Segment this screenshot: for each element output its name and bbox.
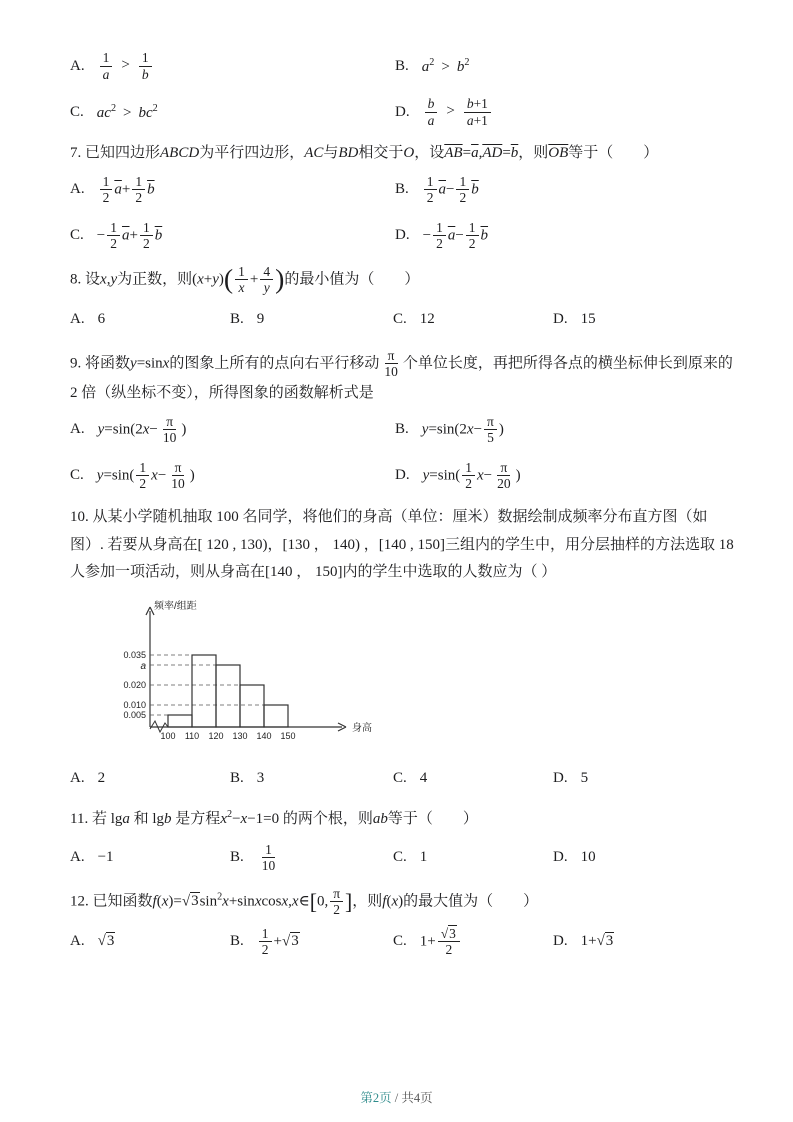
option-letter: D.	[553, 311, 568, 328]
option-letter: D.	[553, 769, 568, 786]
option-letter: D.	[553, 849, 568, 866]
q12-option-c	[393, 926, 553, 958]
option-math: y=sin(2x− $\frac{\pi}{5}$ )	[421, 413, 504, 446]
q11-option-c	[393, 842, 553, 874]
bar-110-120	[192, 655, 216, 727]
option-math: y=sin( $\frac{1}{2}$ x− $\frac{\pi}{20}$ )	[422, 459, 521, 492]
q11-option-a	[70, 842, 230, 874]
option-math: 3	[256, 769, 265, 786]
q6-option-d	[395, 96, 741, 128]
question-stem: 12. 已知函数$f(x)=√3\sin^2x+sinxcosx,x\in[0$, $\frac{\pi}{2}$ ]，则f(x)的最大值为（ ）	[70, 885, 539, 918]
option-letter: C.	[393, 933, 407, 950]
option-math: $ac^2 > bc^2$	[96, 102, 158, 121]
question-stem: 11. 若 lga 和 lgb 是方程$x^2-x-1=0$ 的两个根，则ab等于（ ）	[70, 809, 478, 827]
option-math: − $\frac{1}{2}$ $\overline{a}-$ $\frac{1}{2}$ $\overline{b}$	[422, 219, 489, 252]
q11-option-d	[553, 842, 741, 874]
option-letter: B.	[395, 57, 409, 74]
option-math: −1	[97, 849, 114, 866]
option-letter: C.	[70, 467, 84, 484]
q8-option-a	[70, 304, 230, 336]
q10-option-b	[230, 762, 393, 794]
bar-130-140	[240, 685, 264, 727]
bar-140-150	[264, 705, 288, 727]
question-10	[70, 504, 741, 794]
question-stem: 10. 从某小学随机抽取 100 名同学，将他们的身高（单位：厘米）数据绘制成频率分布直方图（如图）. 若要从身高在[ 120 , 130)，[130 ， 140) ，[140 , 150]三组内的学生中，用分层抽样的方法选取 18 人参加一项活动，则从身高在[140 ， 150]内的学生中选取的人数应为（ ）	[70, 508, 734, 581]
y-tick-label: a	[140, 661, 146, 672]
q8-option-b	[230, 304, 393, 336]
option-math: 12	[419, 311, 435, 328]
option-math: $\frac{1}{2}$ +√3	[257, 926, 300, 958]
page-separator: /	[391, 1091, 402, 1105]
question-6-options	[70, 50, 741, 128]
option-math: $a^2 > b^2$	[421, 56, 470, 75]
option-letter: D.	[553, 933, 568, 950]
question-stem: 7. 已知四边形ABCD为平行四边形，AC与BD相交于O，设$\overline{AB}=\overline{a},\overline{AD}=\overline{b}$，则$\overline{OB}$等于（ ）	[70, 145, 659, 162]
option-letter: C.	[70, 103, 84, 120]
x-tick-label: 130	[232, 731, 248, 741]
q10-option-c	[393, 762, 553, 794]
x-axis-title: 身高	[352, 723, 372, 734]
q11-option-b	[230, 842, 393, 874]
option-letter: A.	[70, 769, 85, 786]
y-tick-label: 0.020	[123, 680, 146, 690]
option-letter: A.	[70, 933, 85, 950]
q9-option-c	[70, 460, 395, 492]
option-letter: C.	[393, 311, 407, 328]
x-tick-label: 140	[256, 731, 272, 741]
option-letter: B.	[395, 421, 409, 438]
option-math: $\frac{1}{2}$ $\overline{a}-$ $\frac{1}{2}$ $\overline{b}$	[422, 174, 479, 206]
x-tick-label: 100	[160, 731, 176, 741]
option-letter: B.	[230, 933, 244, 950]
q7-option-a	[70, 174, 395, 206]
bar-100-110	[168, 715, 192, 727]
q7-option-d	[395, 220, 741, 252]
option-letter: B.	[230, 311, 244, 328]
bar-120-130	[216, 665, 240, 727]
q7-option-b	[395, 174, 741, 206]
option-letter: D.	[395, 227, 410, 244]
q8-option-c	[393, 304, 553, 336]
question-9	[70, 348, 741, 492]
q12-option-a	[70, 926, 230, 958]
option-math: 10	[580, 849, 596, 866]
q6-option-c	[70, 96, 395, 128]
option-letter: A.	[70, 421, 85, 438]
q9-option-b	[395, 414, 741, 446]
x-tick-label: 150	[280, 731, 296, 741]
option-math: $\frac{1}{a}$ > $\frac{1}{b}$	[98, 50, 154, 82]
option-math: 9	[256, 311, 265, 328]
q12-option-d	[553, 926, 741, 958]
option-letter: B.	[395, 181, 409, 198]
question-8	[70, 264, 741, 336]
y-tick-label: 0.005	[123, 710, 146, 720]
option-math: 2	[97, 769, 106, 786]
option-math: 15	[580, 311, 596, 328]
option-math: 4	[419, 769, 428, 786]
current-page-label: 第2页	[360, 1091, 392, 1105]
option-math: y=sin( $\frac{1}{2}$ x− $\frac{\pi}{10}$ )	[96, 459, 195, 492]
y-tick-label: 0.035	[123, 650, 146, 660]
option-letter: B.	[230, 769, 244, 786]
option-math: 1+√3	[580, 933, 614, 950]
option-letter: A.	[70, 849, 85, 866]
option-letter: C.	[393, 769, 407, 786]
option-letter: A.	[70, 311, 85, 328]
question-stem: 9. 将函数y=sinx的图象上所有的点向右平行移动 $\frac{\pi}{10}$ 个单位长度，再把所得各点的横坐标伸长到原来的 2 倍（纵坐标不变），所得图象的函数解析式是	[70, 347, 733, 401]
option-math: 5	[580, 769, 589, 786]
histogram-figure	[90, 597, 741, 754]
option-letter: C.	[70, 227, 84, 244]
x-tick-label: 120	[208, 731, 224, 741]
q6-option-a	[70, 50, 395, 82]
frequency-histogram	[90, 597, 390, 749]
y-tick-label: 0.010	[123, 700, 146, 710]
option-letter: D.	[395, 103, 410, 120]
question-7	[70, 140, 741, 252]
q9-option-d	[395, 460, 741, 492]
question-11	[70, 806, 741, 874]
option-letter: C.	[393, 849, 407, 866]
option-math: $\frac{1}{2}$ $\overline{a}+$ $\frac{1}{2}$ $\overline{b}$	[98, 174, 155, 206]
q10-option-d	[553, 762, 741, 794]
option-math: $\frac{b}{a}$ > $\frac{b+1}{a+1}$	[423, 96, 493, 128]
option-math: 6	[97, 311, 106, 328]
option-math: 1+ $\frac{√3}{2}$	[420, 926, 462, 958]
option-math: √3	[97, 933, 115, 950]
option-math: $\frac{1}{10}$	[261, 841, 276, 874]
option-letter: A.	[70, 181, 85, 198]
question-stem: 8. 设x,y为正数，则(x+y)( $\frac{1}{x}$ + $\frac{4}{y}$ )的最小值为（ ）	[70, 263, 420, 296]
option-math: − $\frac{1}{2}$ $\overline{a}+$ $\frac{1}{2}$ $\overline{b}$	[96, 219, 163, 252]
y-axis-title: 频率/组距	[154, 601, 197, 612]
question-12	[70, 886, 741, 958]
option-letter: B.	[230, 849, 244, 866]
option-letter: A.	[70, 57, 85, 74]
option-letter: D.	[395, 467, 410, 484]
option-math: 1	[419, 849, 428, 866]
q12-option-b	[230, 926, 393, 958]
option-math: y=sin(2x− $\frac{\pi}{10}$ )	[97, 413, 187, 446]
page-footer	[0, 1088, 793, 1106]
total-pages-label: 共4页	[401, 1091, 433, 1105]
q7-option-c	[70, 220, 395, 252]
q9-option-a	[70, 414, 395, 446]
x-tick-label: 110	[184, 731, 200, 741]
q6-option-b	[395, 50, 741, 82]
q8-option-d	[553, 304, 741, 336]
q10-option-a	[70, 762, 230, 794]
